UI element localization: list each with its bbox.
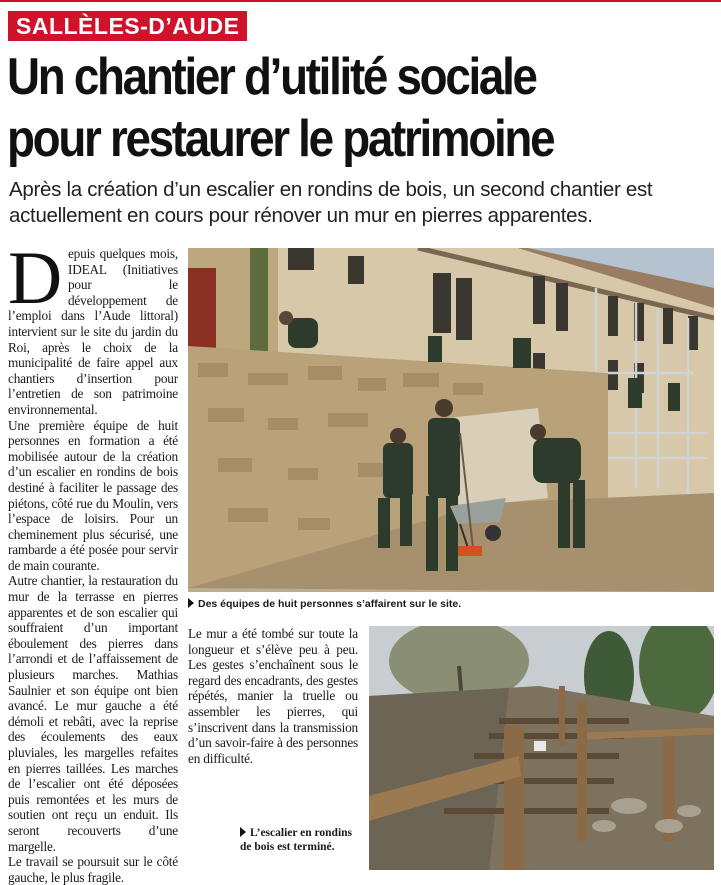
deck: Après la création d’un escalier en rondins de bois, un second chantier est actuellement en cours pour rénover un mur en pierres apparentes. <box>9 178 653 227</box>
caption-arrow-icon <box>188 598 194 608</box>
body-paragraph-2: Une première équipe de huit personnes en formation a été mobilisée autour de la création d’un escalier en rondins de bois destiné à faciliter le passage des piétons, côté rue du Moulin, vers l’espace de loisirs. Pour un cheminement plus sécurisé, une rambarde a été posée pour servir de main courante. <box>8 417 178 573</box>
photo-stone-wall-workers <box>188 248 714 592</box>
body-paragraph-1-text: epuis quelques mois, IDEAL (Initiatives pour le développement de l’emploi dans l’Aude littoral) intervient sur le site du jardin du Roi, après le choix de la municipalité de faire appel aux chantiers d’insertion pour l’entretien de son patrimoine environnemental. <box>8 246 178 417</box>
headline-line-1: Un chantier d’utilité sociale <box>7 48 536 106</box>
headline-line-2: pour restaurer le patrimoine <box>7 110 554 168</box>
caption-stairs-photo <box>240 826 365 854</box>
caption-main-photo-text: Des équipes de huit personnes s’affairent sur le site. <box>198 598 462 610</box>
drop-cap: D <box>8 237 62 320</box>
caption-stairs-photo-text: L’escalier en rondins de bois est terminé. <box>240 827 353 853</box>
caption-arrow-icon <box>240 827 246 837</box>
body-paragraph-1 <box>8 237 178 418</box>
top-rule <box>0 0 721 2</box>
body-paragraph-4: Le travail se poursuit sur le côté gauche, le plus fragile. <box>8 854 178 885</box>
body-column-2: Le mur a été tombé sur toute la longueur et s’élève peu à peu. Les gestes s’enchaînent sous le regard des encadrants, des gestes répétés, manier la truelle ou assembler les pierres, qui s’inscrivent dans la transmission d’un savoir-faire à des personnes en difficulté. <box>188 626 358 766</box>
section-kicker: SALLÈLES-D’AUDE <box>8 11 247 41</box>
headline <box>7 46 634 170</box>
photo-wooden-stairs <box>369 626 714 870</box>
body-paragraph-3: Autre chantier, la restauration du mur de la terrasse en pierres apparentes et de son escalier qui souffraient d’un important éboulement des pierres dans l’arrondi et de l’affaissement de plusieurs marches. Mathias Saulnier et son équipe ont bien avancé. Le mur gauche a été démoli et rebâti, avec la reprise des écoulements des eaux pluviales, les margelles refaites en pierres taillées. Les marches de l’escalier ont été déposées puis remontées et les murs de soutien ont reçu un enduit. Ils seront recouverts d’une margelle. <box>8 573 178 854</box>
body-column-1 <box>8 237 178 885</box>
caption-main-photo <box>188 598 714 611</box>
